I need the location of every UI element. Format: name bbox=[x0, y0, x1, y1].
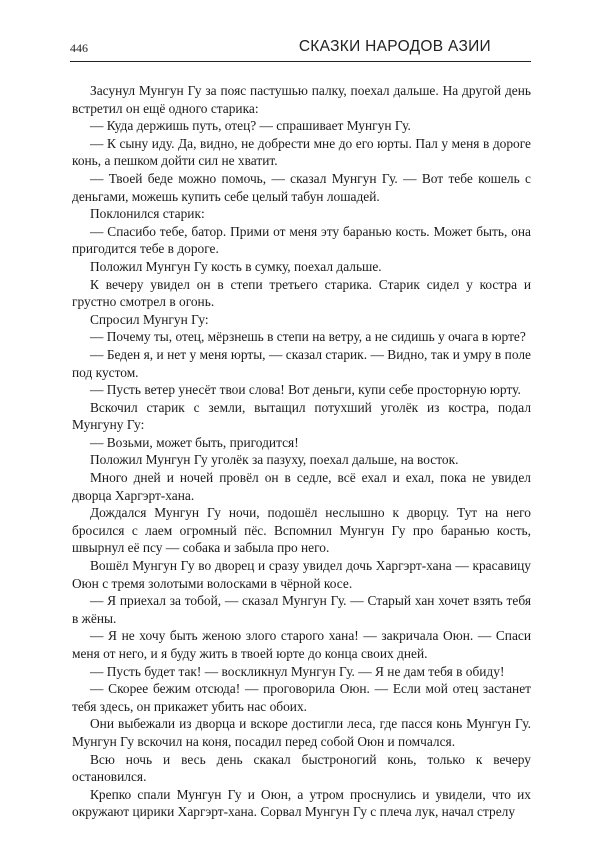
paragraph: Вошёл Мунгун Гу во дворец и сразу увидел дочь Харгэрт-хана — красавицу Оюн с тремя золотыми волосками в чёрной косе. bbox=[72, 558, 531, 591]
paragraph: — Беден я, и нет у меня юрты, — сказал старик. — Видно, так и умру в поле под кустом. bbox=[72, 346, 531, 380]
story-text bbox=[72, 82, 531, 821]
paragraph: — Пусть будет так! — воскликнул Мунгун Гу. — Я не дам тебя в обиду! bbox=[90, 663, 505, 679]
paragraph: — Пусть ветер унесёт твои слова! Вот деньги, купи себе просторную юрту. bbox=[90, 382, 521, 398]
paragraph: Они выбежали из дворца и вскоре достигли леса, где пасся конь Мунгун Гу. Мунгун Гу вскочил на коня, посадил перед собой Оюн и помчался. bbox=[72, 716, 531, 749]
paragraph: Спросил Мунгун Гу: bbox=[90, 311, 209, 327]
paragraph: — Куда держишь путь, отец? — спрашивает Мунгун Гу. bbox=[90, 118, 411, 134]
header-rule bbox=[70, 61, 531, 62]
paragraph: — Почему ты, отец, мёрзнешь в степи на ветру, а не сидишь у очага в юрте? bbox=[90, 329, 526, 345]
page-number: 446 bbox=[70, 41, 88, 55]
paragraph: Засунул Мунгун Гу за пояс пастушью палку, поехал дальше. На другой день встретил он ещё одного старика: bbox=[72, 83, 531, 116]
paragraph: Крепко спали Мунгун Гу и Оюн, а утром проснулись и увидели, что их окружают цирики Харгэрт-хана. Сорвал Мунгун Гу с плеча лук, начал стрелу bbox=[72, 786, 531, 820]
paragraph: Дождался Мунгун Гу ночи, подошёл неслышно к дворцу. Тут на него бросился с лаем огромный пёс. Вспомнил Мунгун Гу про баранью кость, швырнул её псу — собака и забыла про него. bbox=[72, 505, 531, 556]
paragraph: К вечеру увидел он в степи третьего старика. Старик сидел у костра и грустно смотрел в огонь. bbox=[72, 276, 531, 310]
page-header bbox=[70, 38, 531, 60]
paragraph: Вскочил старик с земли, вытащил потухший уголёк из костра, подал Мунгуну Гу: bbox=[72, 399, 531, 433]
paragraph: Положил Мунгун Гу уголёк за пазуху, поехал дальше, на восток. bbox=[90, 452, 459, 468]
paragraph: Много дней и ночей провёл он в седле, всё ехал и ехал, пока не увидел дворца Харгэрт-хана. bbox=[72, 470, 531, 503]
paragraph: — Спасибо тебе, батор. Прими от меня эту баранью кость. Может быть, она пригодится тебе в дороге. bbox=[72, 223, 531, 257]
paragraph: Всю ночь и весь день скакал быстроногий конь, только к вечеру остановился. bbox=[72, 751, 531, 785]
paragraph: — Твоей беде можно помочь, — сказал Мунгун Гу. — Вот тебе кошель с деньгами, можешь купить себе целый табун лошадей. bbox=[72, 170, 531, 204]
running-title: СКАЗКИ НАРОДОВ АЗИИ bbox=[298, 38, 491, 55]
paragraph: Положил Мунгун Гу кость в сумку, поехал дальше. bbox=[90, 258, 382, 274]
paragraph: — Скорее бежим отсюда! — проговорила Оюн. — Если мой отец застанет тебя здесь, он прикажет убить нас обоих. bbox=[72, 681, 531, 714]
paragraph: — Возьми, может быть, пригодится! bbox=[90, 434, 299, 450]
paragraph: — Я приехал за тобой, — сказал Мунгун Гу. — Старый хан хочет взять тебя в жёны. bbox=[72, 593, 531, 626]
paragraph: — К сыну иду. Да, видно, не добрести мне до его юрты. Пал у меня в дороге конь, а пешком дойти сил не хватит. bbox=[72, 135, 531, 169]
paragraph: Поклонился старик: bbox=[90, 206, 205, 222]
paragraph: — Я не хочу быть женою злого старого хана! — закричала Оюн. — Спаси меня от него, и я буду жить в твоей юрте до конца своих дней. bbox=[72, 628, 531, 661]
